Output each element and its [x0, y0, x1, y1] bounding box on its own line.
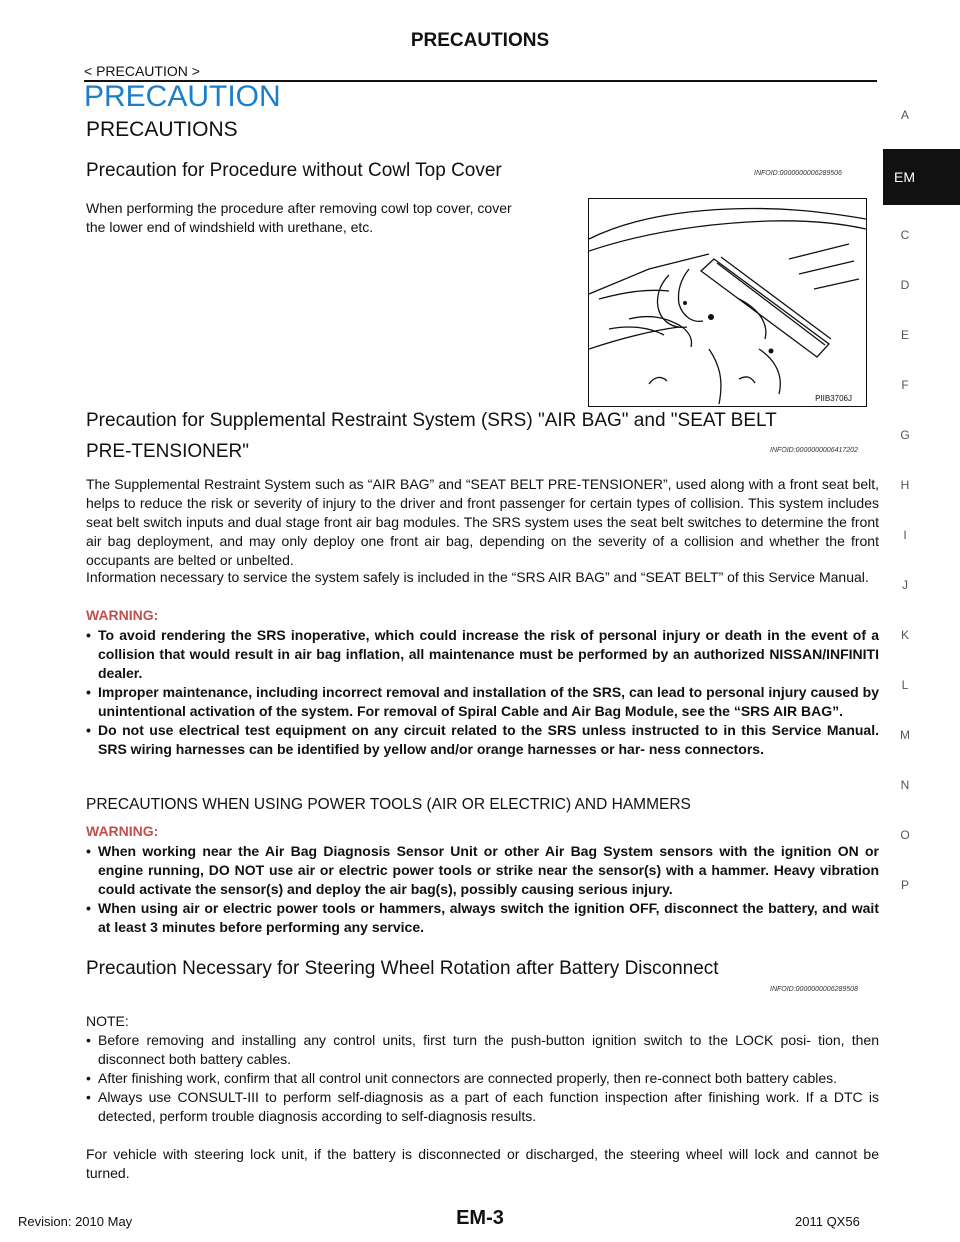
side-index-letter[interactable]: K [900, 628, 909, 642]
side-index-letter[interactable]: C [900, 228, 910, 242]
bullet: • [86, 722, 91, 738]
side-index-letter[interactable]: P [900, 878, 909, 892]
side-index-letter[interactable]: F [901, 378, 909, 392]
list-item [86, 1031, 879, 1069]
model-year: 2011 QX56 [795, 1214, 860, 1229]
breadcrumb: < PRECAUTION > [84, 63, 200, 79]
info-id: INFOID:0000000006289508 [770, 986, 858, 993]
title-line: Precaution for Supplemental Restraint System (SRS) "AIR BAG" and "SEAT BELT [86, 410, 777, 431]
text-line: the lower end of windshield with urethane, etc. [86, 219, 374, 235]
power-tools-heading: PRECAUTIONS WHEN USING POWER TOOLS (AIR OR ELECTRIC) AND HAMMERS [86, 796, 691, 813]
topic-title-cowl-top-cover: Precaution for Procedure without Cowl Top Cover [86, 160, 502, 181]
side-index-letter[interactable]: L [901, 678, 909, 692]
title-line: PRE-TENSIONER" [86, 441, 249, 462]
list-item [86, 842, 879, 899]
list-item-text: To avoid rendering the SRS inoperative, which could increase the risk of personal injury or death in the event of a collision that would result in air bag inflation, all maintenance must be performed by an authorized NISSAN/INFINITI dealer. [98, 627, 879, 681]
list-item-text: After finishing work, confirm that all control unit connectors are connected properly, then re-connect both battery cables. [98, 1070, 838, 1086]
text-line: When performing the procedure after removing cowl top cover, cover [86, 200, 512, 216]
bullet: • [86, 684, 91, 700]
list-item [86, 626, 879, 683]
side-index-letter[interactable]: O [900, 828, 910, 842]
bullet: • [86, 1070, 91, 1086]
srs-warning-list [86, 626, 879, 759]
cowl-procedure-text [86, 199, 582, 237]
side-index-letter[interactable]: H [900, 478, 910, 492]
note-label: NOTE: [86, 1013, 129, 1029]
side-index-letter[interactable]: G [900, 428, 910, 442]
list-item-text: When using air or electric power tools or hammers, always switch the ignition OFF, disconnect the battery, and wait at least 3 minutes before performing any service. [98, 900, 879, 935]
side-index-letter[interactable]: N [900, 778, 910, 792]
figure-code: PIIB3706J [815, 394, 852, 403]
illustration-drawing [589, 199, 866, 406]
list-item [86, 721, 879, 759]
side-index-letter[interactable]: D [900, 278, 910, 292]
side-index-letter[interactable]: M [900, 728, 910, 742]
section-title: PRECAUTION [84, 80, 281, 113]
side-index-letter[interactable]: J [902, 578, 908, 592]
list-item-text: Improper maintenance, including incorrect removal and installation of the SRS, can lead to personal injury caused by unintentional activation of the system. For removal of Spiral Cable and Air Bag Module, see the “SRS AIR BAG”. [98, 684, 879, 719]
windshield-urethane-illustration [588, 198, 867, 407]
page-number: EM-3 [456, 1207, 504, 1229]
bullet: • [86, 1032, 91, 1048]
list-item-text: When working near the Air Bag Diagnosis Sensor Unit or other Air Bag System sensors with the ignition ON or engine running, DO NOT use air or electric power tools or strike near the sensor(s) with a hammer. Heavy vibration could activate the sensor(s) and deploy the air bag(s), possibly causing serious injury. [98, 843, 879, 897]
warning-label: WARNING: [86, 823, 159, 839]
srs-service-info: Information necessary to service the system safely is included in the “SRS AIR BAG” and “SEAT BELT” of this Service Manual. [86, 569, 869, 585]
subsection-title: PRECAUTIONS [86, 118, 238, 141]
side-tab-active[interactable] [883, 149, 960, 205]
page-header-title: PRECAUTIONS [410, 30, 550, 51]
list-item [86, 899, 879, 937]
note-list [86, 1031, 879, 1126]
revision-date: Revision: 2010 May [18, 1214, 133, 1229]
bullet: • [86, 843, 91, 859]
bullet: • [86, 627, 91, 643]
side-index-letter[interactable]: I [903, 528, 907, 542]
power-tools-warning-list [86, 842, 879, 937]
list-item [86, 683, 879, 721]
srs-description: The Supplemental Restraint System such as “AIR BAG” and “SEAT BELT PRE-TENSIONER”, used along with a front seat belt, helps to reduce the risk or severity of injury to the driver and front passenger for certain types of collision. This system includes seat belt switch inputs and dual stage front air bag modules. The SRS system uses the seat belt switches to determine the front air bag deployment, and may only deploy one front air bag, depending on the severity of a collision and whether the front occupants are belted or unbelted. [86, 476, 879, 568]
info-id: INFOID:0000000006289506 [754, 170, 842, 177]
steering-lock-note: For vehicle with steering lock unit, if the battery is disconnected or discharged, the steering wheel will lock and cannot be turned. [86, 1146, 879, 1181]
bullet: • [86, 1089, 91, 1105]
side-index-letter[interactable]: E [900, 328, 909, 342]
side-index-letter[interactable]: A [900, 108, 909, 122]
list-item [86, 1069, 879, 1088]
list-item-text: Before removing and installing any control units, first turn the push-button ignition switch to the LOCK posi- tion, then disconnect both battery cables. [98, 1032, 879, 1067]
topic-title-srs [86, 410, 886, 463]
bullet: • [86, 900, 91, 916]
topic-title-steering-wheel: Precaution Necessary for Steering Wheel Rotation after Battery Disconnect [86, 958, 719, 979]
side-tab-label: EM [894, 169, 915, 185]
list-item-text: Do not use electrical test equipment on any circuit related to the SRS unless instructed to in this Service Manual. SRS wiring harnesses can be identified by yellow and/or orange harnesses or har- ness connectors. [98, 722, 879, 757]
info-id: INFOID:0000000006417202 [770, 447, 858, 454]
list-item-text: Always use CONSULT-III to perform self-diagnosis as a part of each function inspection after finishing work. If a DTC is detected, perform trouble diagnosis according to self-diagnosis results. [98, 1089, 879, 1124]
warning-label: WARNING: [86, 607, 159, 623]
list-item [86, 1088, 879, 1126]
